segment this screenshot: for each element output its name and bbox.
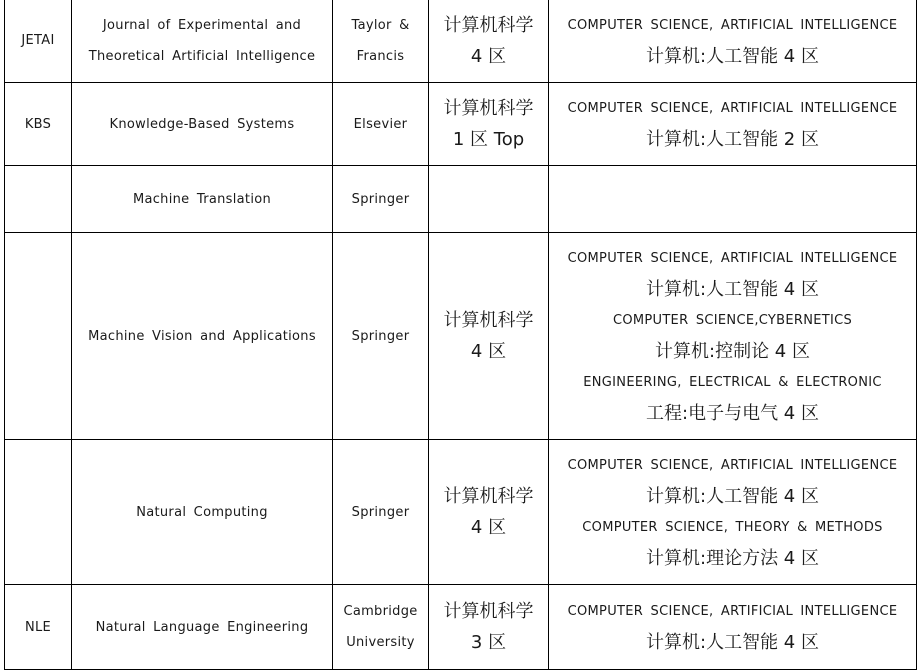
- table-row: [5, 83, 917, 166]
- publisher-cell-line: Springer: [351, 328, 410, 344]
- journal-name-cell-line: Knowledge-Based Systems: [109, 116, 295, 132]
- cas-division-cell-line: 1 区 Top: [452, 129, 525, 150]
- abbr-cell: [5, 166, 72, 233]
- wos-category-cell-line: 计算机:人工智能 4 区: [646, 45, 819, 67]
- wos-category-cell-line: COMPUTER SCIENCE, ARTIFICIAL INTELLIGENCE: [567, 17, 898, 33]
- cas-division-cell: [429, 83, 549, 166]
- wos-category-cell-line: 工程:电子与电气 4 区: [646, 403, 819, 424]
- journal-name-cell: [72, 585, 333, 670]
- cas-division-cell-line: 3 区: [470, 632, 507, 653]
- publisher-cell: [333, 0, 429, 83]
- abbr-cell: KBS: [5, 83, 72, 166]
- abbr-cell: JETAI: [5, 0, 72, 83]
- cas-division-cell: [429, 585, 549, 670]
- publisher-cell: [333, 233, 429, 440]
- wos-category-cell: [549, 166, 917, 233]
- abbr-cell: [5, 233, 72, 440]
- table-row: [5, 585, 917, 670]
- wos-category-cell: [549, 440, 917, 585]
- publisher-cell-line: Francis: [356, 48, 405, 64]
- wos-category-cell-line: COMPUTER SCIENCE, ARTIFICIAL INTELLIGENCE: [567, 251, 898, 266]
- cas-division-cell-line: 计算机科学: [443, 98, 534, 119]
- cas-division-cell-line: 计算机科学: [443, 310, 534, 331]
- journal-name-cell: [72, 166, 333, 233]
- cas-division-cell-line: 计算机科学: [443, 486, 534, 507]
- table-row: [5, 0, 917, 83]
- wos-category-cell-line: 计算机:理论方法 4 区: [646, 548, 819, 569]
- journal-name-cell: [72, 83, 333, 166]
- journal-name-cell-line: Machine Vision and Applications: [88, 328, 316, 344]
- publisher-cell: [333, 585, 429, 670]
- cas-division-cell: [429, 440, 549, 585]
- wos-category-cell-line: COMPUTER SCIENCE, ARTIFICIAL INTELLIGENCE: [567, 604, 898, 619]
- wos-category-cell-line: 计算机:人工智能 2 区: [646, 129, 819, 150]
- journal-name-cell: [72, 233, 333, 440]
- publisher-cell: [333, 440, 429, 585]
- wos-category-cell-line: COMPUTER SCIENCE,CYBERNETICS: [612, 313, 853, 328]
- wos-category-cell-line: 计算机:人工智能 4 区: [646, 486, 819, 507]
- cas-division-cell-line: 计算机科学: [443, 601, 534, 622]
- wos-category-cell-line: 计算机:人工智能 4 区: [646, 279, 819, 300]
- cas-division-cell: [429, 0, 549, 83]
- wos-category-cell-line: 计算机:控制论 4 区: [655, 341, 810, 362]
- journal-name-cell: [72, 440, 333, 585]
- wos-category-cell: [549, 233, 917, 440]
- cas-division-cell-line: 4 区: [470, 517, 507, 538]
- publisher-cell-line: Springer: [351, 504, 410, 520]
- cas-division-cell-line: 4 区: [470, 45, 507, 67]
- publisher-cell: [333, 83, 429, 166]
- cas-division-cell-line: 4 区: [470, 341, 507, 362]
- cas-division-cell: [429, 166, 549, 233]
- journal-name-cell-line: Theoretical Artificial Intelligence: [88, 48, 316, 64]
- table-row: [5, 166, 917, 233]
- publisher-cell-line: University: [346, 635, 415, 650]
- wos-category-cell-line: ENGINEERING, ELECTRICAL & ELECTRONIC: [583, 375, 882, 390]
- publisher-cell-line: Taylor &: [351, 17, 410, 33]
- wos-category-cell: [549, 83, 917, 166]
- publisher-cell-line: Springer: [351, 191, 410, 207]
- journal-table: [4, 0, 917, 670]
- wos-category-cell: [549, 0, 917, 83]
- wos-category-cell-line: COMPUTER SCIENCE, THEORY & METHODS: [582, 520, 883, 535]
- journal-name-cell-line: Journal of Experimental and: [102, 17, 302, 33]
- wos-category-cell-line: COMPUTER SCIENCE, ARTIFICIAL INTELLIGENCE: [567, 458, 898, 473]
- wos-category-cell: [549, 585, 917, 670]
- table-row: [5, 440, 917, 585]
- publisher-cell-line: Elsevier: [353, 116, 408, 132]
- journal-name-cell-line: Machine Translation: [132, 191, 272, 207]
- cas-division-cell: [429, 233, 549, 440]
- publisher-cell: [333, 166, 429, 233]
- table-row: [5, 233, 917, 440]
- journal-table-body: [5, 0, 917, 670]
- abbr-cell: [5, 440, 72, 585]
- journal-name-cell-line: Natural Language Engineering: [95, 619, 309, 635]
- wos-category-cell-line: COMPUTER SCIENCE, ARTIFICIAL INTELLIGENCE: [567, 101, 898, 116]
- abbr-cell: NLE: [5, 585, 72, 670]
- wos-category-cell-line: 计算机:人工智能 4 区: [646, 632, 819, 653]
- publisher-cell-line: Cambridge: [343, 604, 418, 619]
- journal-name-cell: [72, 0, 333, 83]
- cas-division-cell-line: 计算机科学: [443, 14, 534, 36]
- journal-name-cell-line: Natural Computing: [136, 504, 268, 520]
